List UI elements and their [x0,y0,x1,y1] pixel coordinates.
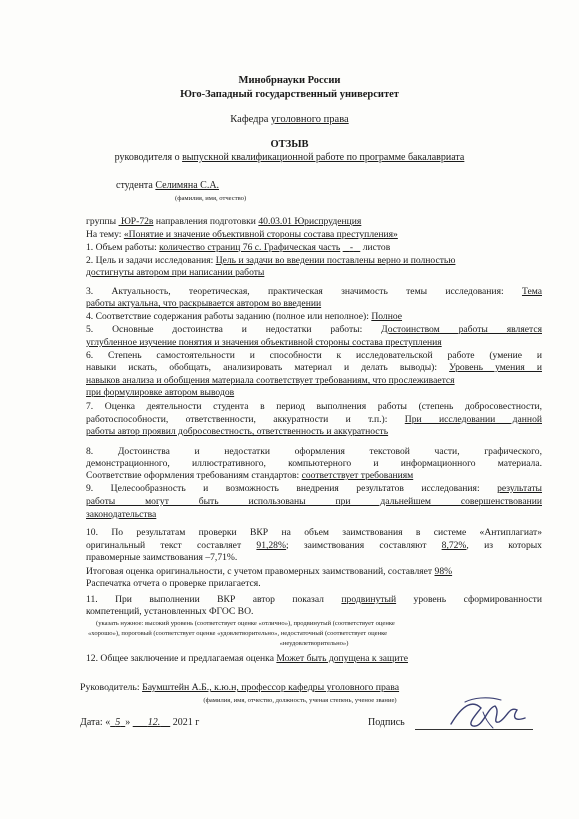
supervisor-line: Руководитель: Баумштейн А.Б., к.ю.н, профессор кафедры уголовного права [80,682,400,693]
date-year: 2021 г [172,717,200,728]
item-6-line3: навыков анализа и обобщения материала соответствует требованиям, что прослеживается [86,375,455,386]
group-code: ЮР-72в [120,216,154,227]
item-7: 7. Оценка деятельности студента в период выполнения работы (степень добросовестности, [86,401,542,412]
document-title: ОТЗЫВ [270,139,309,150]
item-8: 8. Достоинства и недостатки оформления текстовой части, графического, [86,446,542,457]
item-2: 2. Цель и задачи исследования: Цель и задачи во введении поставлены верно и полностью [86,255,456,266]
competence-level: продвинутый [341,594,397,605]
date-month: 12. [147,717,161,728]
item-11-note-2: «хорошо»), пороговый (соответствует оценке «удовлетворительно», недостаточный (соответствует оценке [88,630,388,637]
department-label: Кафедра [230,114,269,125]
item-2-cont: достигнуты автором при написании работы [86,267,265,278]
supervisor-hint: (фамилия, имя, отчество, должность, ученая степень, ученое звание) [203,697,397,704]
direction-code: 40.03.01 Юриспруденция [258,216,362,227]
item-1: 1. Объем работы: количество страниц 76 с. Графическая часть - листов [86,242,391,253]
item-12: 12. Общее заключение и предлагаемая оценка Может быть допущена к защите [86,653,408,664]
original-percent: 91,28% [256,540,286,551]
item-10-line2: оригинальный текст составляет 91,28%; заимствования составляют 8,72%, из которых [86,540,542,551]
item-9: 9. Целесообразность и возможность внедрения результатов исследования: результаты [86,483,542,494]
item-10-line4: Итоговая оценка оригинальности, с учетом правомерных заимствований, составляет 98% [86,566,453,577]
signature-label: Подпись [368,717,405,728]
item-10-line3: правомерные заимствования –7,71%. [86,552,238,563]
final-conclusion: Может быть допущена к защите [276,653,408,664]
final-originality: 98% [434,566,453,577]
item-8-line3: Соответствие оформления требованиям стандартов: соответствует требованиям [86,470,414,481]
student-hint: (фамилия, имя, отчество) [175,195,247,202]
student-name: Селимяна С.А. [155,180,220,191]
item-11: 11. При выполнении ВКР автор показал продвинутый уровень сформированности [86,594,542,605]
department-name: уголовного права [271,114,349,125]
item-5: 5. Основные достоинства и недостатки работы: Достоинством работы является [86,324,542,335]
item-7-line2: работоспособности, ответственности, аккуратности и т.п.): При исследовании данной [86,414,542,425]
item-11-note-1: (указать нужное: высокий уровень (соответствует оценке «отлично»), продвинутый (соответствует оценке [96,620,395,627]
item-3: 3. Актуальность, теоретическая, практическая значимость темы исследования: Тема [86,286,542,297]
borrowed-percent: 8,72% [441,540,467,551]
group-line: группы ЮР-72в направления подготовки 40.03.01 Юриспруденция [86,216,362,227]
item-3-cont: работы актуальна, что раскрывается автором во введении [86,298,322,309]
item-5-cont: углубленное изучение понятия и значения объективной стороны состава преступления [86,337,442,348]
item-6-line2: навыки искать, обобщать, анализировать материал и делать выводы): Уровень умения и [86,362,542,373]
department-line [0,114,579,125]
item-9-line2: работы могут быть использованы при дальнейшем совершенствовании [86,496,542,507]
item-11-line2: компетенций, установленных ФГОС ВО. [86,606,254,617]
ministry-title: Минобрнауки России [238,75,341,86]
item-7-line3: работы автор проявил добросовестность, ответственность и аккуратность [86,426,389,437]
item-9-line3: законодательства [86,509,157,520]
date-line: Дата: « 5 » 12. 2021 г [80,717,200,728]
item-10: 10. По результатам проверки ВКР на объем заимствования в системе «Антиплагиат» [86,527,542,538]
student-line: студента Селимяна С.А. [116,180,220,191]
university-title: Юго-Западный государственный университет [180,89,399,100]
signature-image [443,694,533,734]
item-11-note-3: «неудовлетворительно») [279,640,349,647]
item-4: 4. Соответствие содержания работы заданию (полное или неполное): Полное [86,311,403,322]
document-subtitle: руководителя о выпускной квалификационной работе по программе бакалавриата [114,152,465,163]
item-8-line2: демонстрационного, иллюстративного, компьютерного и информационного материала. [86,458,542,469]
date-day: 5 [115,717,121,728]
item-10-line5: Распечатка отчета о проверке прилагается. [86,578,261,589]
topic-line: На тему: «Понятие и значение объективной стороны состава преступления» [86,229,398,240]
topic-value: «Понятие и значение объективной стороны состава преступления» [123,229,398,240]
item-6-line4: при формулировке автором выводов [86,387,235,398]
supervisor-value: Баумштейн А.Б., к.ю.н, профессор кафедры уголовного права [142,682,400,693]
item-6: 6. Степень самостоятельности и способности к исследовательской работе (умение и [86,350,542,361]
